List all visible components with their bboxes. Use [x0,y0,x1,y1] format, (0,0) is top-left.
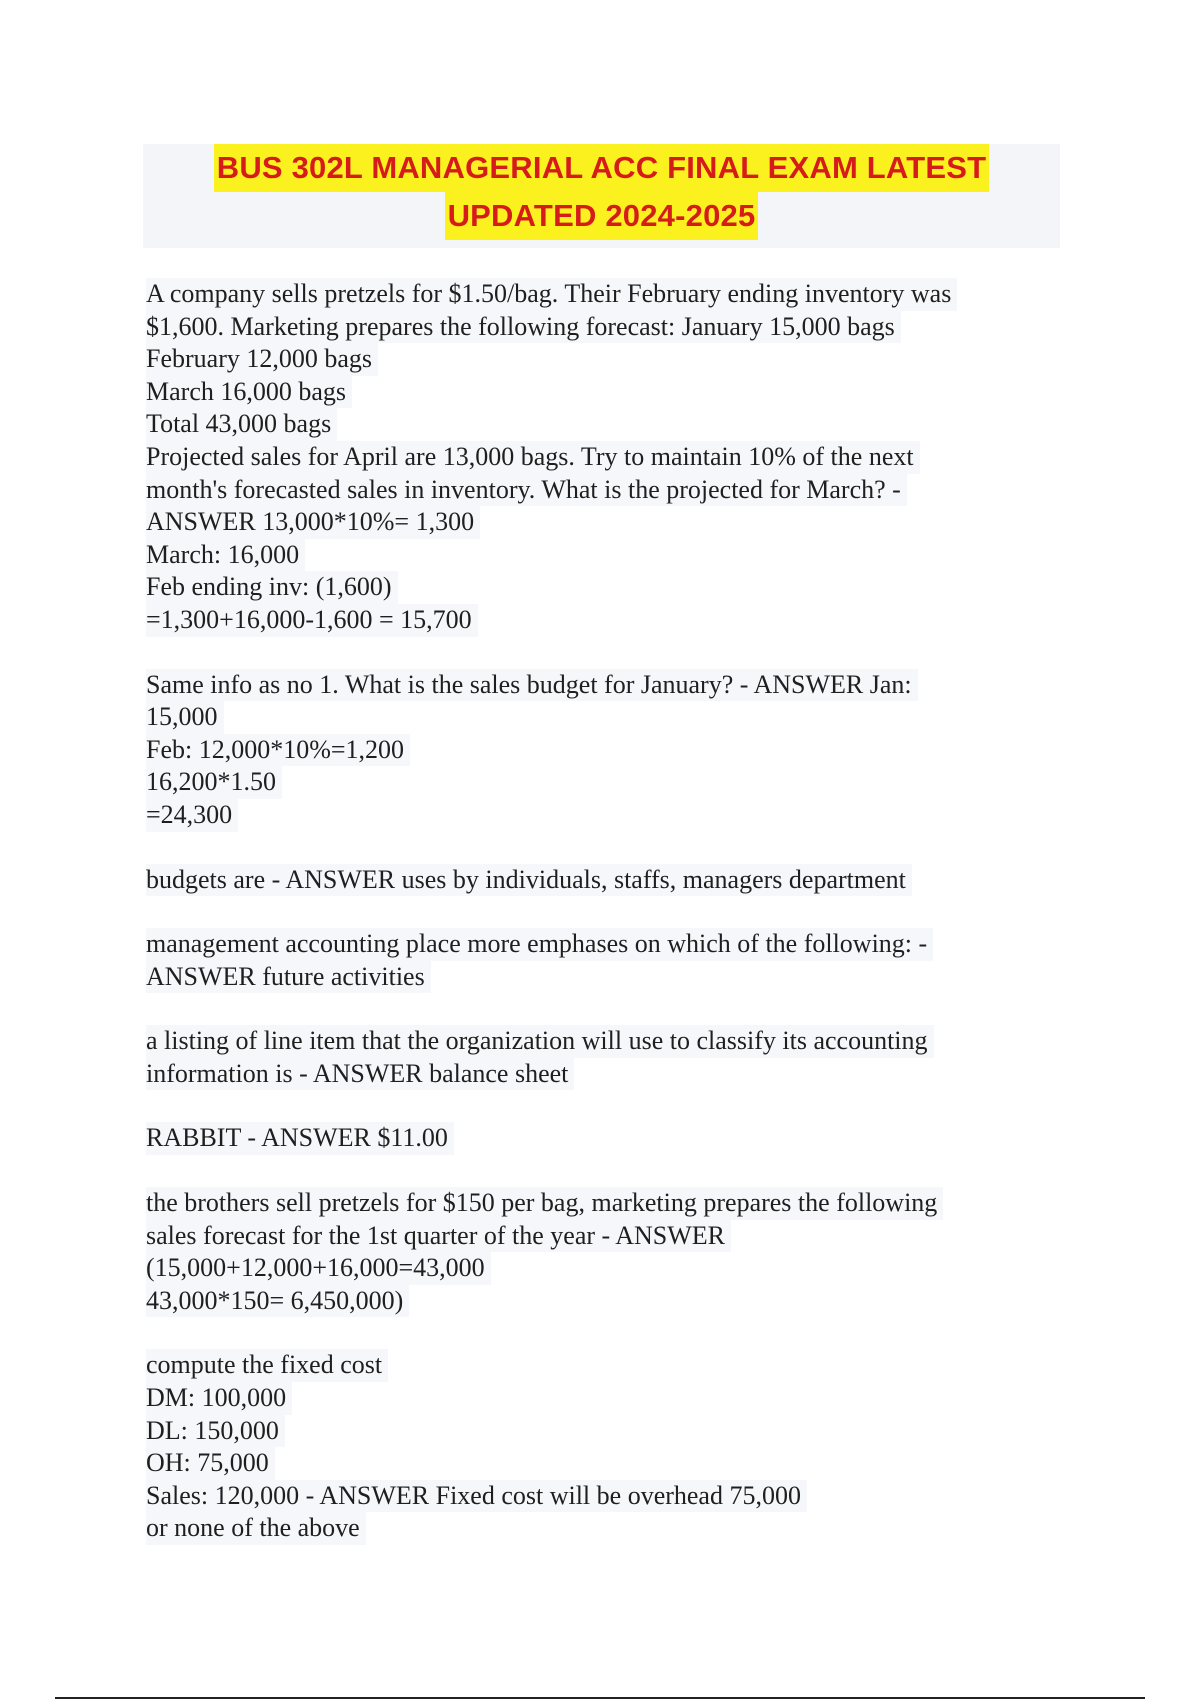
question-block-6 [146,1122,1046,1155]
document-title [143,144,1060,248]
text-line: compute the fixed cost [146,1349,388,1382]
question-block-5 [146,1025,1046,1090]
footer-divider [55,1697,1145,1699]
text-line: the brothers sell pretzels for $150 per bag, marketing prepares the following [146,1187,943,1220]
text-line: DL: 150,000 [146,1415,285,1448]
text-line: month's forecasted sales in inventory. What is the projected for March? - [146,474,907,507]
text-line: sales forecast for the 1st quarter of the year - ANSWER [146,1220,731,1253]
question-block-1 [146,278,1046,637]
text-line: =24,300 [146,799,238,832]
question-block-7 [146,1187,1046,1317]
text-line: OH: 75,000 [146,1447,275,1480]
text-line: budgets are - ANSWER uses by individuals, staffs, managers department [146,864,912,897]
text-line: March: 16,000 [146,539,305,572]
text-line: $1,600. Marketing prepares the following forecast: January 15,000 bags [146,311,901,344]
question-block-8 [146,1349,1046,1545]
text-line: information is - ANSWER balance sheet [146,1058,574,1091]
text-line: Projected sales for April are 13,000 bags. Try to maintain 10% of the next [146,441,920,474]
text-line: =1,300+16,000-1,600 = 15,700 [146,604,478,637]
text-line: (15,000+12,000+16,000=43,000 [146,1252,491,1285]
text-line: Total 43,000 bags [146,408,337,441]
text-line: Same info as no 1. What is the sales budget for January? - ANSWER Jan: [146,669,918,702]
text-line: ANSWER 13,000*10%= 1,300 [146,506,480,539]
question-block-3 [146,864,1046,897]
text-line: 43,000*150= 6,450,000) [146,1285,409,1318]
document-body [146,278,1046,1577]
text-line: March 16,000 bags [146,376,352,409]
text-line: Feb: 12,000*10%=1,200 [146,734,410,767]
text-line: 15,000 [146,701,224,734]
text-line: RABBIT - ANSWER $11.00 [146,1122,454,1155]
title-line-2: UPDATED 2024-2025 [445,192,759,240]
text-line: 16,200*1.50 [146,766,282,799]
text-line: Feb ending inv: (1,600) [146,571,398,604]
text-line: DM: 100,000 [146,1382,292,1415]
title-line-1: BUS 302L MANAGERIAL ACC FINAL EXAM LATEST [214,144,990,192]
text-line: or none of the above [146,1512,366,1545]
question-block-4 [146,928,1046,993]
text-line: Sales: 120,000 - ANSWER Fixed cost will be overhead 75,000 [146,1480,807,1513]
text-line: ANSWER future activities [146,961,431,994]
question-block-2 [146,669,1046,832]
text-line: A company sells pretzels for $1.50/bag. Their February ending inventory was [146,278,957,311]
text-line: February 12,000 bags [146,343,378,376]
text-line: a listing of line item that the organization will use to classify its accounting [146,1025,934,1058]
text-line: management accounting place more emphases on which of the following: - [146,928,933,961]
